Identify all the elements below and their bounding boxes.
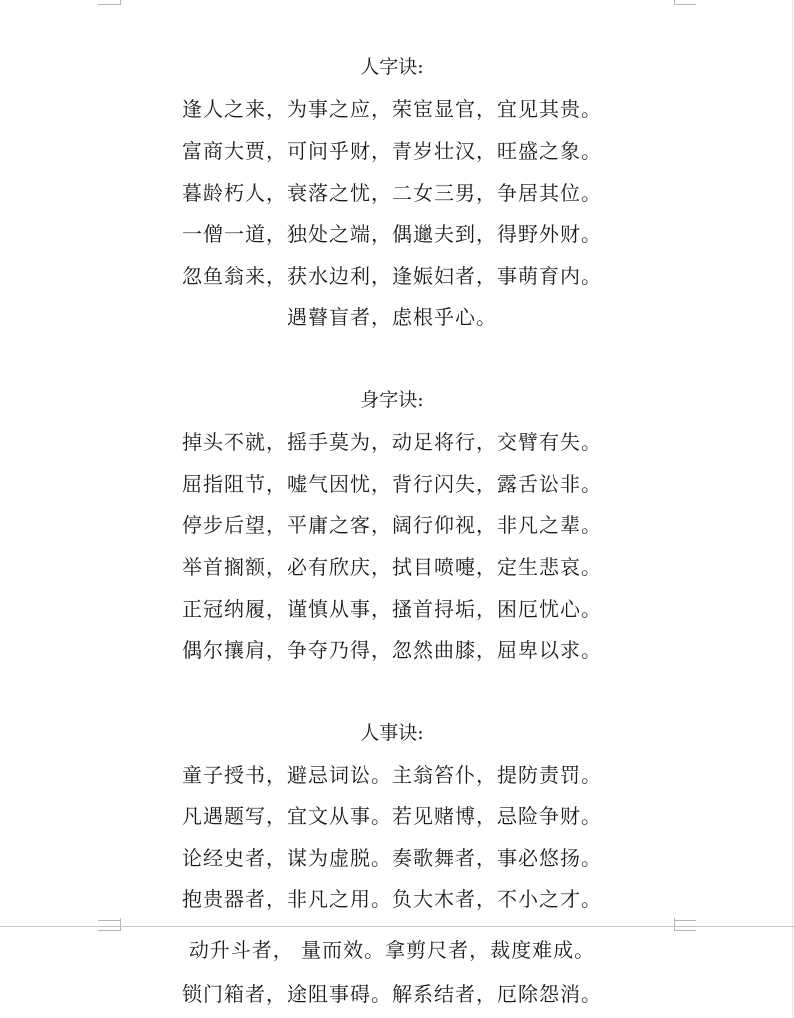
verse-line: 锁门箱者，途阻事碍。解系结者，厄除怨消。: [182, 982, 602, 1006]
verse-line: 遇瞽盲者，虑根乎心。: [287, 305, 497, 329]
verse-line: 举首搁额，必有欣庆，拭目喷嚏，定生悲哀。: [182, 555, 602, 579]
verse-line: 逢人之来，为事之应，荣宦显官，宜见其贵。: [182, 97, 602, 121]
verse-line: 论经史者，谋为虚脱。奏歌舞者，事必悠扬。: [182, 846, 602, 870]
verse-line: 正冠纳履，谨慎从事，搔首挦垢，困厄忧心。: [182, 597, 602, 621]
section-title: 人字诀:: [360, 56, 424, 78]
verse-line: 屈指阻节，嘘气因忧，背行闪失，露舌讼非。: [182, 472, 602, 496]
verse-line: 抱贵器者，非凡之用。负大木者，不小之才。: [182, 887, 602, 911]
section-title: 人事诀:: [360, 722, 424, 744]
verse-line: 偶尔攘肩，争夺乃得，忽然曲膝，屈卑以求。: [182, 638, 602, 662]
verse-line: 暮龄朽人，衰落之忧，二女三男，争居其位。: [182, 181, 602, 205]
verse-line: 凡遇题写，宜文从事。若见赌博，忌险争财。: [182, 804, 602, 828]
verse-line: 童子授书，避忌词讼。主翁笞仆，提防责罚。: [182, 763, 602, 787]
verse-line: 停步后望，平庸之客，阔行仰视，非凡之辈。: [182, 513, 602, 537]
verse-line: 忽鱼翁来，获水边利，逢娠妇者，事萌育内。: [182, 264, 602, 288]
verse-line: 一僧一道，独处之端，偶邋夫到，得野外财。: [182, 222, 602, 246]
verse-line: 富商大贾，可问乎财，青岁壮汉，旺盛之象。: [182, 139, 602, 163]
verse-line: 掉头不就，摇手莫为，动足将行，交臂有失。: [182, 430, 602, 454]
page-edge: [792, 0, 793, 1018]
section-title: 身字诀:: [360, 389, 424, 411]
verse-line: 动升斗者， 量而效。拿剪尺者，裁度难成。: [188, 938, 596, 962]
page-break-line: [0, 926, 794, 927]
